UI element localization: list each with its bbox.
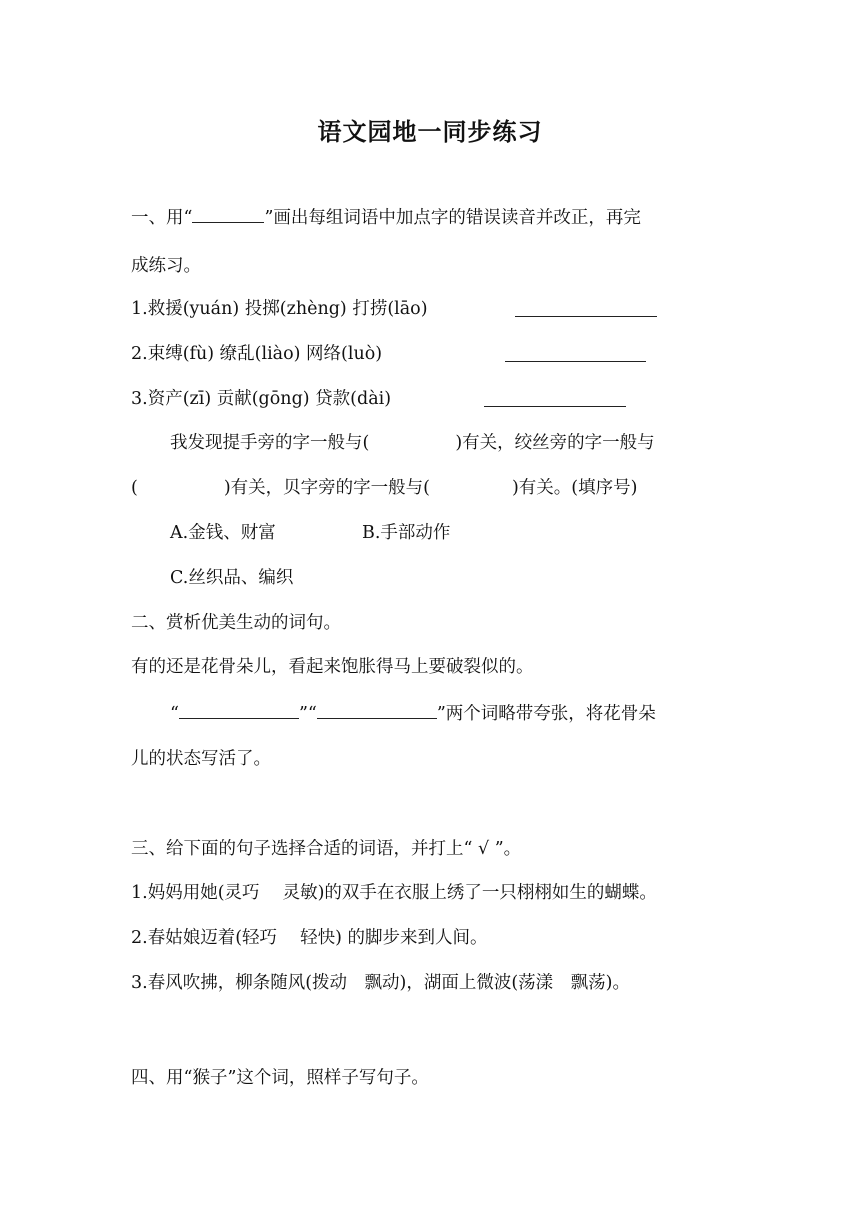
s1-item-2: 2.束缚(fù) 缭乱(liào) 网络(luò) — [131, 344, 383, 364]
s1-paragraph-line1: 我发现提手旁的字一般与( )有关，绞丝旁的字一般与 — [170, 433, 655, 453]
s1-item-1: 1.救援(yuán) 投掷(zhèng) 打捞(lāo) — [131, 299, 428, 319]
s1-item-2-answer-blank[interactable] — [505, 361, 646, 362]
word-blank-1[interactable] — [179, 702, 299, 719]
word-blank-2[interactable] — [317, 702, 437, 719]
s1-paragraph-line2: ( )有关，贝字旁的字一般与( )有关。(填序号) — [131, 478, 638, 498]
s1-item-3-answer-blank[interactable] — [484, 406, 626, 407]
section-4-heading: 四、用“猴子”这个词，照样子写句子。 — [131, 1068, 429, 1088]
s2-sentence: 有的还是花骨朵儿，看起来饱胀得马上要破裂似的。 — [131, 657, 534, 677]
s1-item-1-answer-blank[interactable] — [515, 316, 657, 317]
s3-item-3: 3.春风吹拂，柳条随风(拨动 飘动)，湖面上微波(荡漾 飘荡)。 — [131, 973, 631, 993]
s1-item-3: 3.资产(zī) 贡献(gōng) 贷款(dài) — [131, 389, 392, 409]
section-2-heading: 二、赏析优美生动的词句。 — [131, 613, 341, 633]
s3-item-1: 1.妈妈用她(灵巧 灵敏)的双手在衣服上绣了一只栩栩如生的蝴蝶。 — [131, 883, 657, 903]
page-title: 语文园地一同步练习 — [317, 117, 543, 146]
option-b: B.手部动作 — [362, 523, 451, 543]
s2-question-line1: “ ”“ ”两个词略带夸张，将花骨朵 — [170, 704, 656, 724]
option-c: C.丝织品、编织 — [170, 568, 294, 588]
s3-item-2: 2.春姑娘迈着(轻巧 轻快) 的脚步来到人间。 — [131, 928, 488, 948]
s2-question-line2: 儿的状态写活了。 — [131, 749, 271, 769]
option-a: A.金钱、财富 — [170, 523, 276, 543]
sample-underline — [192, 206, 264, 223]
section-1-heading-line2: 成练习。 — [131, 256, 201, 276]
section-1-heading-line1: 一、用“ ”画出每组词语中加点字的错误读音并改正，再完 — [131, 208, 641, 228]
section-3-heading: 三、给下面的句子选择合适的词语，并打上“ √ ”。 — [131, 839, 522, 859]
